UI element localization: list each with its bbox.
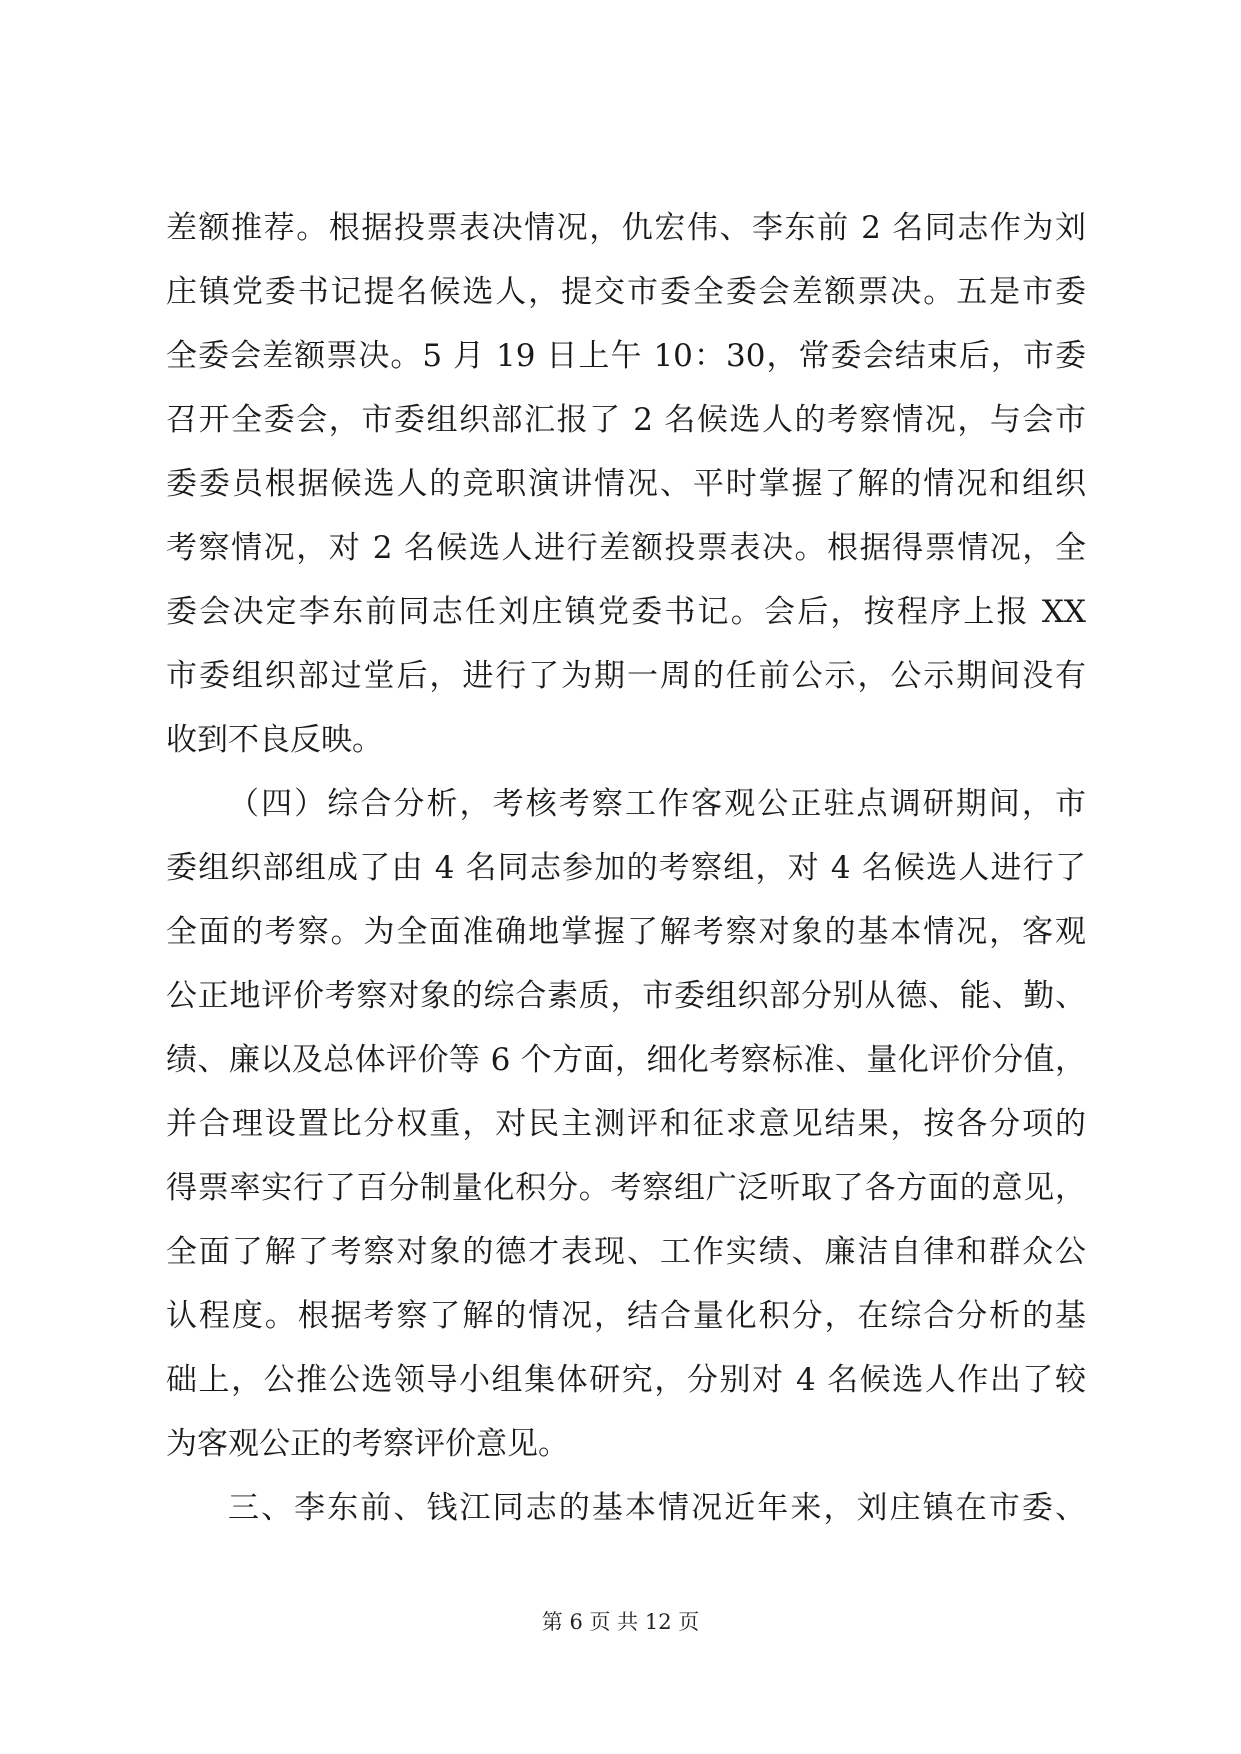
paragraph-2: [166, 772, 1086, 1476]
text-line: 考察情况，对 2 名候选人进行差额投票表决。根据得票情况，全: [166, 530, 1086, 566]
text-line: （四）综合分析，考核考察工作客观公正驻点调研期间，市: [228, 786, 1086, 822]
text-line: 委委员根据候选人的竞职演讲情况、平时掌握了解的情况和组织: [166, 466, 1086, 502]
page-number-footer: 第 6 页 共 12 页: [541, 1610, 700, 1634]
text-line: 委会决定李东前同志任刘庄镇党委书记。会后，按程序上报 XX: [166, 594, 1086, 630]
text-line: 市委组织部过堂后，进行了为期一周的任前公示，公示期间没有: [166, 658, 1086, 694]
text-line: 三、李东前、钱江同志的基本情况近年来，刘庄镇在市委、: [228, 1490, 1086, 1526]
text-line: 础上，公推公选领导小组集体研究，分别对 4 名候选人作出了较: [166, 1362, 1086, 1398]
text-line: 全面了解了考察对象的德才表现、工作实绩、廉洁自律和群众公: [166, 1234, 1086, 1270]
body-text: [166, 196, 1086, 1540]
paragraph-3: [166, 1476, 1086, 1540]
text-line: 绩、廉以及总体评价等 6 个方面，细化考察标准、量化评价分值，: [166, 1042, 1086, 1078]
text-line: 得票率实行了百分制量化积分。考察组广泛听取了各方面的意见，: [166, 1170, 1086, 1206]
text-line: 并合理设置比分权重，对民主测评和征求意见结果，按各分项的: [166, 1106, 1086, 1142]
text-line: 认程度。根据考察了解的情况，结合量化积分，在综合分析的基: [166, 1298, 1086, 1334]
text-line: 收到不良反映。: [166, 722, 383, 758]
text-line: 召开全委会，市委组织部汇报了 2 名候选人的考察情况，与会市: [166, 402, 1086, 438]
text-line: 庄镇党委书记提名候选人，提交市委全委会差额票决。五是市委: [166, 274, 1086, 310]
text-line: 为客观公正的考察评价意见。: [166, 1426, 569, 1462]
paragraph-1: [166, 196, 1086, 772]
text-line: 全委会差额票决。5 月 19 日上午 10：30，常委会结束后，市委: [166, 338, 1086, 374]
text-line: 委组织部组成了由 4 名同志参加的考察组，对 4 名候选人进行了: [166, 850, 1086, 886]
text-line: 差额推荐。根据投票表决情况，仇宏伟、李东前 2 名同志作为刘: [166, 210, 1086, 246]
text-line: 公正地评价考察对象的综合素质，市委组织部分别从德、能、勤、: [166, 978, 1086, 1014]
text-line: 全面的考察。为全面准确地掌握了解考察对象的基本情况，客观: [166, 914, 1086, 950]
